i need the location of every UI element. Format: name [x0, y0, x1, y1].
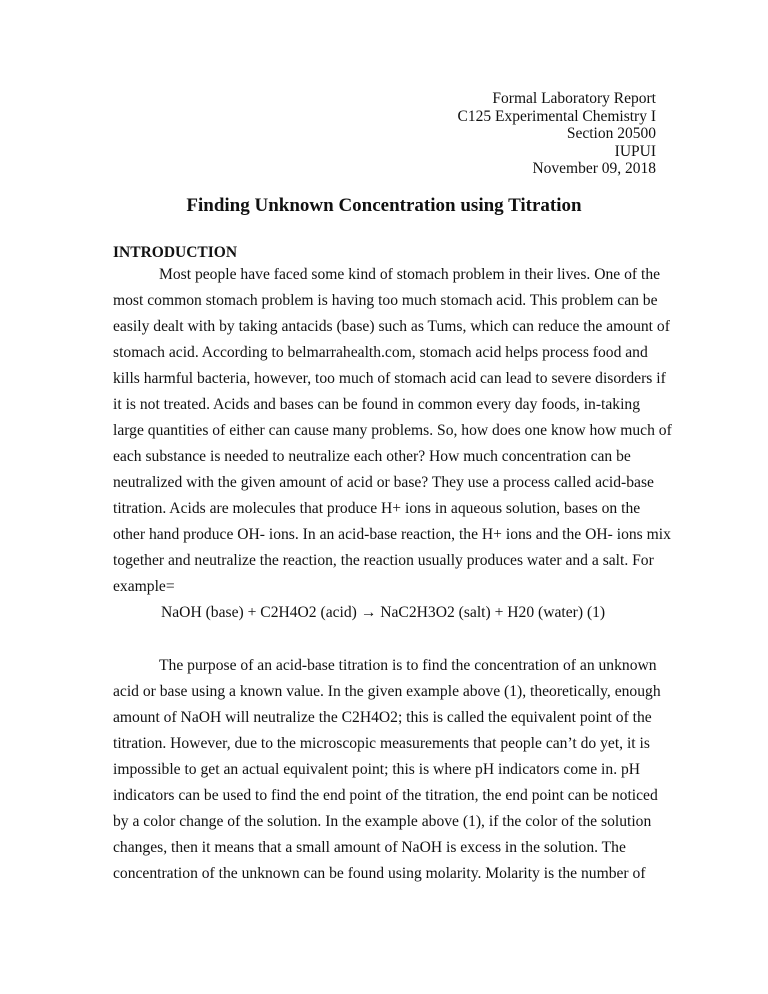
section-number: Section 20500 — [566, 125, 656, 143]
paragraph-line: titration. Acids are molecules that produce H+ ions in aqueous solution, bases on the — [113, 500, 641, 517]
paragraph-line: The purpose of an acid-base titration is to find the concentration of an unknown — [159, 657, 657, 674]
paragraph-line: indicators can be used to find the end point of the titration, the end point can be noticed — [113, 787, 658, 804]
paragraph-line: by a color change of the solution. In the example above (1), if the color of the solution — [113, 813, 652, 830]
paragraph-line: most common stomach problem is having too much stomach acid. This problem can be — [113, 292, 658, 309]
paragraph-line: impossible to get an actual equivalent point; this is where pH indicators come in. pH — [113, 761, 641, 778]
paragraph-line: acid or base using a known value. In the given example above (1), theoretically, enough — [113, 683, 661, 700]
course-name: C125 Experimental Chemistry I — [457, 107, 656, 125]
paragraph-line: it is not treated. Acids and bases can be found in common every day foods, in-taking — [113, 396, 641, 413]
paragraph-line: amount of NaOH will neutralize the C2H4O2; this is called the equivalent point of the — [113, 709, 652, 726]
section-heading-introduction: INTRODUCTION — [113, 244, 238, 261]
paragraph-line: neutralized with the given amount of acid or base? They use a process called acid-base — [113, 474, 654, 491]
report-date: November 09, 2018 — [532, 160, 656, 178]
paragraph-line: easily dealt with by taking antacids (base) such as Tums, which can reduce the amount of — [113, 318, 670, 335]
report-header — [458, 90, 656, 178]
paragraph-line: each substance is needed to neutralize each other? How much concentration can be — [113, 448, 631, 465]
document-title: Finding Unknown Concentration using Titration — [186, 195, 582, 216]
report-type: Formal Laboratory Report — [492, 90, 656, 107]
paragraph-line: other hand produce OH- ions. In an acid-base reaction, the H+ ions and the OH- ions mix — [113, 526, 671, 543]
paragraph-line: kills harmful bacteria, however, too much of stomach acid can lead to severe disorders if — [113, 370, 666, 387]
paragraph-line: together and neutralize the reaction, the reaction usually produces water and a salt. For — [113, 552, 654, 569]
institution: IUPUI — [614, 142, 656, 160]
paragraph-line: titration. However, due to the microscopic measurements that people can’t do yet, it is — [113, 735, 650, 752]
chemical-equation: NaOH (base) + C2H4O2 (acid) → NaC2H3O2 (salt) + H20 (water) (1) — [161, 604, 606, 621]
paragraph-line: example= — [113, 578, 175, 595]
paragraph-line: changes, then it means that a small amount of NaOH is excess in the solution. The — [113, 839, 626, 856]
paragraph-line: stomach acid. According to belmarrahealth.com, stomach acid helps process food and — [113, 344, 648, 361]
paragraph-line: Most people have faced some kind of stomach problem in their lives. One of the — [159, 266, 661, 283]
paragraph-line: concentration of the unknown can be found using molarity. Molarity is the number of — [113, 865, 646, 882]
paragraph-line: large quantities of either can cause many problems. So, how does one know how much of — [113, 422, 672, 439]
